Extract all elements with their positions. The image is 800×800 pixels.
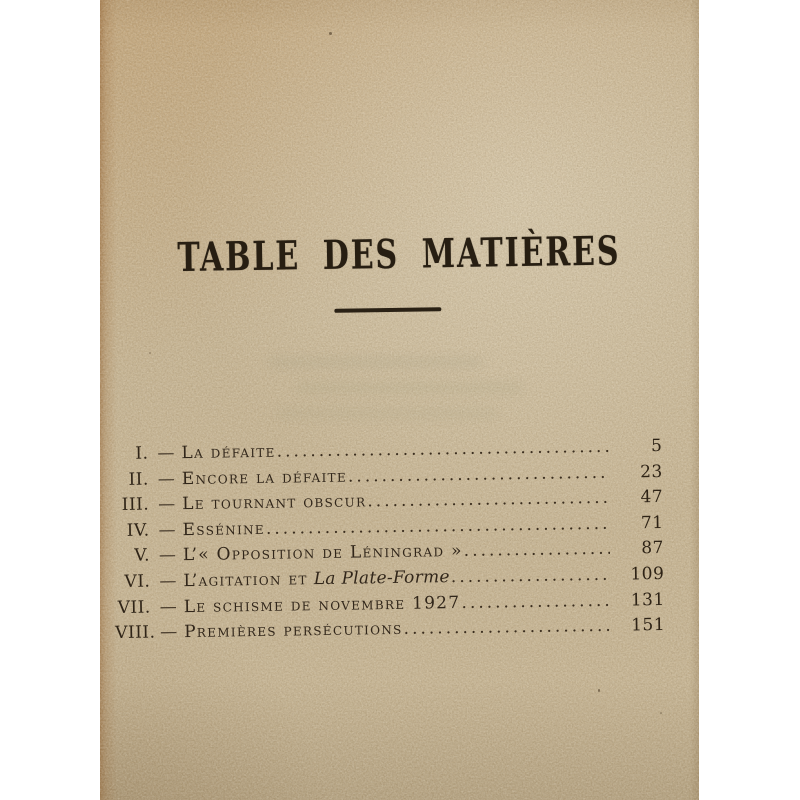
entry-page-number: 131 <box>630 589 665 611</box>
entry-dash: — <box>159 571 177 592</box>
entry-page-number: 47 <box>640 487 664 508</box>
dot-leader <box>461 590 611 612</box>
entry-page-number: 109 <box>630 563 665 585</box>
title-divider-rule <box>334 307 441 312</box>
dot-leader <box>451 565 611 587</box>
entry-label-italic: La Plate-Forme <box>313 567 451 590</box>
entry-page-number: 5 <box>650 435 663 457</box>
entry-label: L’« Opposition de Léningrad » <box>182 541 463 566</box>
background-margin-left <box>0 0 100 800</box>
entry-label: Essénine <box>182 518 266 540</box>
dot-leader <box>266 514 610 539</box>
dot-leader <box>277 437 609 462</box>
entry-numeral: VII. <box>117 597 151 618</box>
entry-label: L’agitation et <box>183 569 308 592</box>
dot-leader <box>464 539 610 561</box>
entry-numeral: VI. <box>124 571 151 592</box>
dot-leader <box>348 462 609 486</box>
page-title <box>103 229 664 281</box>
entry-dash: — <box>159 622 178 643</box>
background-margin-right <box>699 0 800 800</box>
entry-numeral: III. <box>121 494 150 516</box>
entry-numeral: I. <box>135 443 149 464</box>
entry-page-number: 71 <box>640 512 664 534</box>
entry-dash: — <box>158 494 176 515</box>
entry-label: Le tournant obscur <box>182 491 367 515</box>
entry-dash: — <box>157 468 175 490</box>
dot-leader <box>367 488 609 512</box>
entry-numeral: IV. <box>126 520 150 541</box>
dot-leader <box>403 616 611 639</box>
entry-dash: — <box>158 519 176 541</box>
book-page-photo <box>100 0 699 800</box>
toc-list <box>112 436 665 649</box>
entry-numeral: II. <box>128 469 149 490</box>
entry-dash: — <box>158 545 177 566</box>
entry-page-number: 87 <box>641 538 665 559</box>
entry-label: Encore la défaite <box>181 466 348 489</box>
entry-numeral: VIII. <box>114 622 156 644</box>
entry-numeral: V. <box>134 545 151 567</box>
entry-label: Le schisme de novembre 1927 <box>183 592 461 617</box>
entry-dash: — <box>157 443 175 464</box>
entry-page-number: 23 <box>640 461 663 482</box>
entry-dash: — <box>159 596 177 617</box>
entry-label: Premières persécutions <box>183 618 403 643</box>
page-title-text: TABLE DES MATIÈRES <box>177 228 621 282</box>
entry-label: La défaite <box>181 441 276 464</box>
printed-block <box>100 0 699 800</box>
entry-page-number: 151 <box>630 615 666 636</box>
